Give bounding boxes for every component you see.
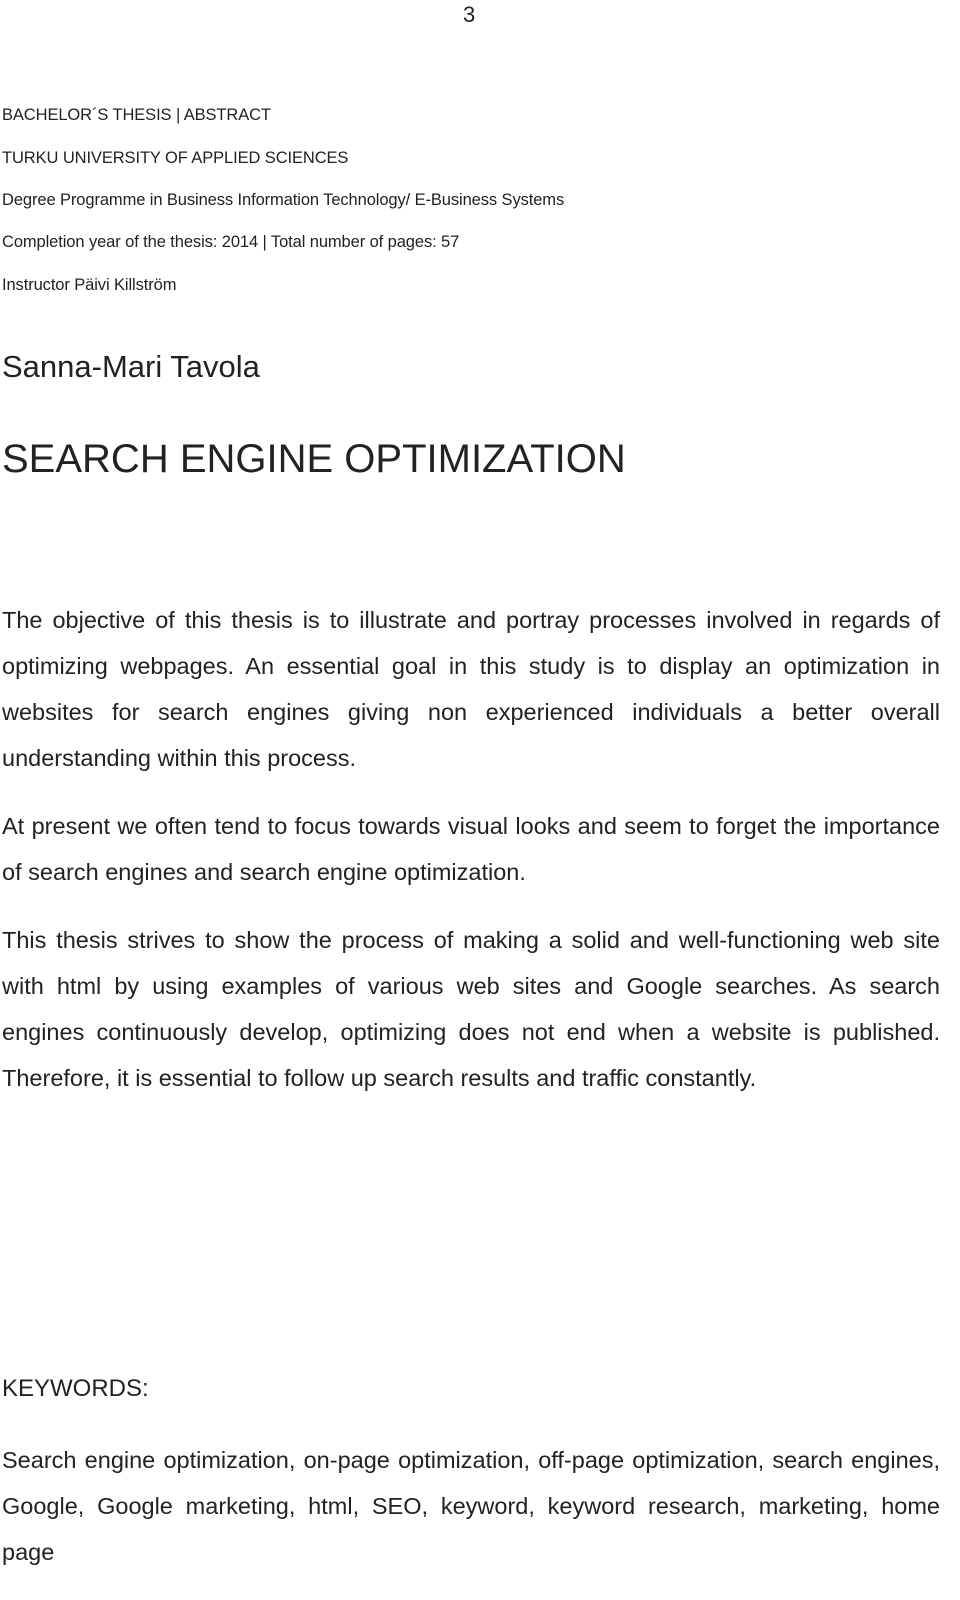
abstract-body [2,597,940,1123]
abstract-paragraph: The objective of this thesis is to illustrate and portray processes involved in regards of optimizing webpages. An essential goal in this study is to display an optimization in websites for search engines giving non experienced individuals a better overall understanding within this process. [2,607,940,771]
instructor: Instructor Päivi Killström [2,276,177,294]
abstract-paragraph: At present we often tend to focus towards visual looks and seem to forget the importance of search engines and search engine optimization. [2,813,940,885]
completion-info: Completion year of the thesis: 2014 | Total number of pages: 57 [2,233,460,251]
degree-programme: Degree Programme in Business Information Technology/ E-Business Systems [2,191,565,209]
thesis-type: BACHELOR´S THESIS | ABSTRACT [2,106,271,124]
university-name: TURKU UNIVERSITY OF APPLIED SCIENCES [2,149,349,167]
page-number: 3 [463,2,476,27]
author-name: Sanna-Mari Tavola [2,349,260,384]
thesis-title: SEARCH ENGINE OPTIMIZATION [2,437,626,481]
abstract-paragraph: This thesis strives to show the process of making a solid and well-functioning web site with html by using examples of various web sites and Google searches. As search engines continuously develop, optimizing does not end when a website is published. Therefore, it is essential to follow up search results and traffic constantly. [2,927,940,1091]
keywords-heading: KEYWORDS: [2,1375,149,1402]
keywords-list: Search engine optimization, on-page optimization, off-page optimization, search engines, Google, Google marketing, html, SEO, keyword, keyword research, marketing, home page [2,1447,940,1565]
